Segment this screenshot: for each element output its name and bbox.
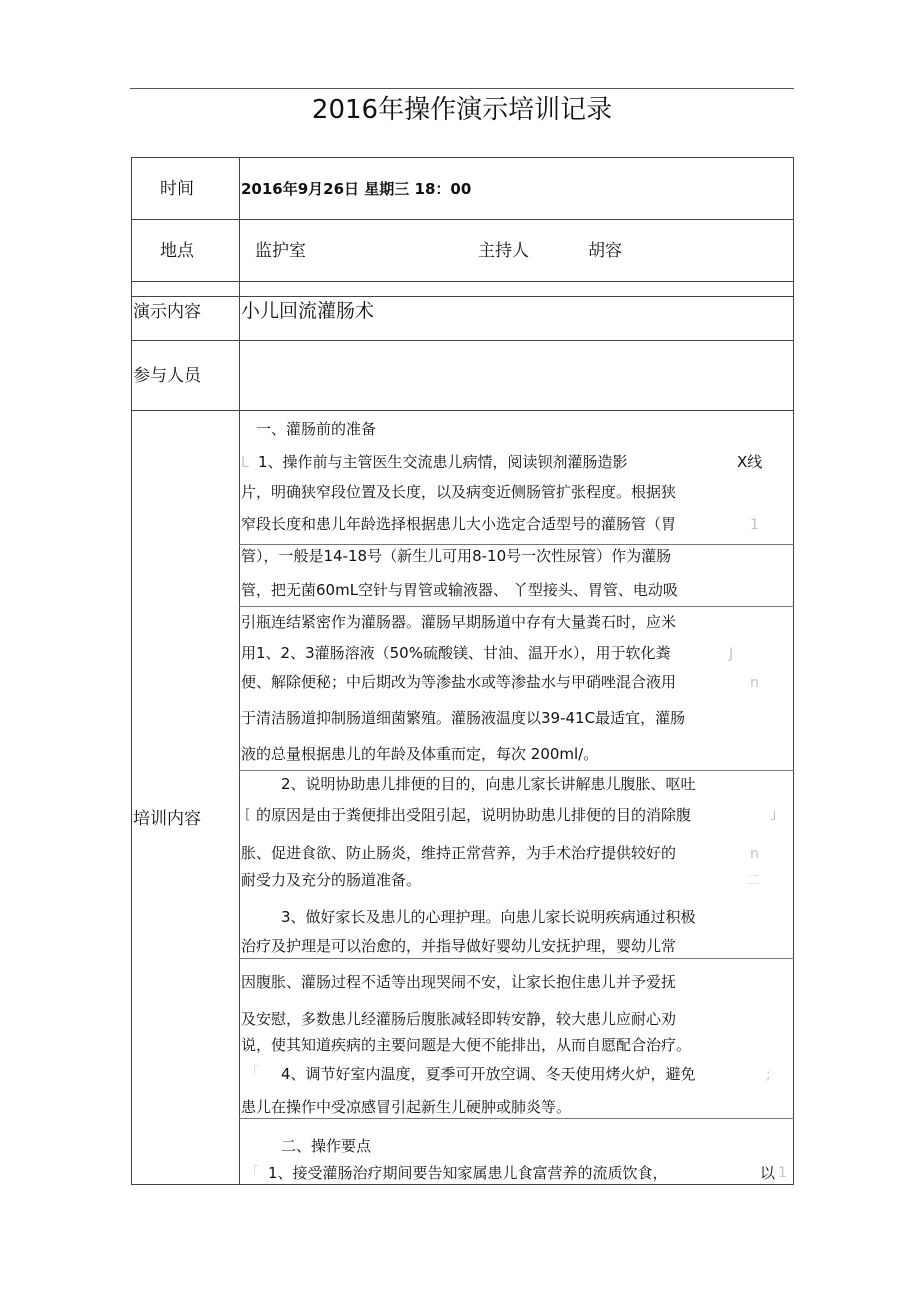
training-line: 1、操作前与主管医生交流患儿病情，阅读钡剂灌肠造影 (258, 453, 628, 471)
margin-mark: 1 (750, 517, 759, 533)
margin-mark: n (750, 846, 759, 862)
participants-label: 参与人员 (133, 366, 201, 386)
training-line: 因腹胀、灌肠过程不适等出现哭闹不安，让家长抱住患儿并予爱抚 (241, 973, 677, 991)
content-value: 小儿回流灌肠术 (241, 300, 375, 322)
training-line: 及安慰，多数患儿经灌肠后腹胀减轻即转安静，较大患儿应耐心劝 (241, 1010, 677, 1028)
training-line: 胀、促进食欲、防止肠炎，维持正常营养，为手术治疗提供较好的 (241, 844, 677, 862)
training-line: 一、灌肠前的准备 (256, 420, 377, 438)
time-label: 时间 (160, 179, 194, 199)
margin-mark: n (750, 675, 759, 691)
margin-mark: 1 (778, 1165, 787, 1181)
table-border-bottom (131, 1184, 794, 1185)
margin-mark: 「 (245, 1165, 259, 1181)
training-line: 说，使其知道疾病的主要问题是大便不能排出，从而自愿配合治疗。 (241, 1036, 692, 1054)
training-line: 于清洁肠道抑制肠道细菌繁殖。灌肠液温度以39-41C最适宜，灌肠 (241, 709, 686, 727)
row-divider (131, 219, 794, 220)
row-divider (131, 340, 794, 341)
inner-divider (239, 958, 794, 959)
column-divider (239, 157, 240, 1185)
inner-divider (239, 770, 794, 771)
margin-mark: 」 (770, 807, 784, 823)
training-line: 二、操作要点 (281, 1137, 372, 1155)
training-line: 管），一般是14-18号（新生儿可用8-10号一次性尿管）作为灌肠 (241, 547, 672, 565)
training-line: 用1、2、3灌肠溶液（50%硫酸镁、甘油、温开水），用于软化粪 (241, 644, 671, 662)
table-border-top (131, 157, 794, 158)
training-line: 2、说明协助患儿排便的目的，向患儿家长讲解患儿腹胀、呕吐 (281, 775, 696, 793)
training-line: 管，把无菌60mL空针与胃管或输液器、 丫型接头、胃管、电动吸 (241, 581, 678, 599)
margin-mark: [ (245, 807, 251, 823)
training-line: 引瓶连结紧密作为灌肠器。灌肠早期肠道中存有大量粪石时，应米 (241, 613, 677, 631)
top-rule (130, 88, 794, 89)
inner-divider (239, 1118, 794, 1119)
margin-mark: L (241, 455, 249, 471)
training-line: 液的总量根据患儿的年龄及体重而定，每次 200ml/。 (241, 745, 599, 763)
host-label: 主持人 (478, 241, 529, 261)
margin-mark: 「 (245, 1065, 259, 1081)
training-line: 窄段长度和患儿年龄选择根据患儿大小选定合适型号的灌肠管（胃 (241, 515, 677, 533)
margin-mark: J (729, 646, 734, 662)
row-divider (131, 281, 794, 282)
location-value: 监护室 (255, 241, 306, 261)
training-line: 以 (760, 1164, 776, 1182)
content-label: 演示内容 (133, 302, 201, 322)
training-line: X线 (737, 453, 763, 471)
training-line: 便、解除便秘；中后期改为等渗盐水或等渗盐水与甲硝唑混合液用 (241, 673, 677, 691)
training-line: 4、调节好室内温度，夏季可开放空调、冬天使用烤火炉，避免 (281, 1065, 696, 1083)
table-border-left (131, 157, 132, 1185)
training-line: 患儿在操作中受凉感冒引起新生儿硬肿或肺炎等。 (241, 1098, 572, 1116)
training-line: 耐受力及充分的肠道准备。 (241, 871, 422, 889)
inner-divider (239, 544, 794, 545)
location-label: 地点 (160, 241, 194, 261)
table-border-right (793, 157, 794, 1185)
page-title: 2016年操作演示培训记录 (311, 95, 613, 125)
training-line: 1、接受灌肠治疗期间要告知家属患儿食富营养的流质饮食， (268, 1164, 668, 1182)
time-value: 2016年9月26日 星期三 18：00 (241, 180, 472, 198)
training-line: 片，明确狭窄段位置及长度，以及病变近侧肠管扩张程度。根据狭 (241, 483, 677, 501)
margin-mark: 二 (746, 873, 760, 889)
margin-mark: ; (766, 1067, 771, 1083)
row-divider (131, 410, 794, 411)
host-name: 胡容 (588, 241, 622, 261)
inner-divider (239, 606, 794, 607)
training-label: 培训内容 (133, 809, 201, 829)
row-divider (131, 296, 794, 297)
training-line: 的原因是由于粪便排出受阻引起，说明协助患儿排便的目的消除腹 (256, 806, 692, 824)
training-line: 治疗及护理是可以治愈的，并指导做好婴幼儿安抚护理，婴幼儿常 (241, 937, 677, 955)
training-line: 3、做好家长及患儿的心理护理。向患儿家长说明疾病通过积极 (281, 908, 696, 926)
